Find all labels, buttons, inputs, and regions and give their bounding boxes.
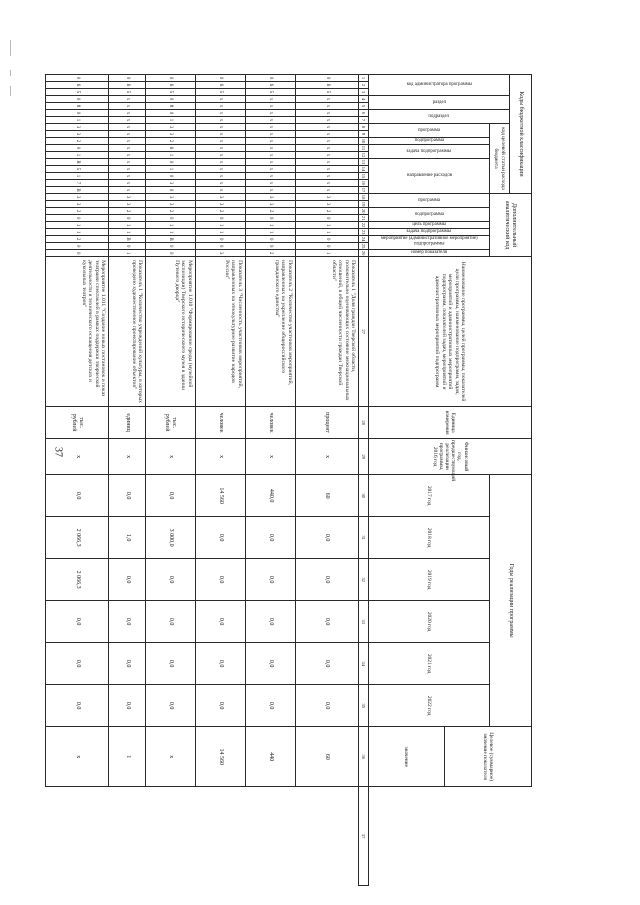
base-year-cell: x	[295, 439, 358, 475]
year-value-cell: 2 066,3	[46, 559, 109, 601]
code-cell: 0	[245, 75, 295, 82]
code-cell: x	[195, 180, 245, 187]
year-value-cell: 0,0	[195, 685, 245, 727]
column-number: 26	[359, 250, 369, 257]
code-cell: 0	[145, 215, 195, 222]
code-cell: 6	[145, 145, 195, 152]
base-year-cell: x	[145, 439, 195, 475]
code-cell: x	[295, 110, 358, 117]
code-cell: 5	[195, 89, 245, 96]
column-number: 23	[359, 229, 369, 236]
margin-mark	[10, 70, 11, 76]
code-cell: 0	[145, 187, 195, 194]
column-number: 4	[359, 96, 369, 103]
year-header-2021: 2021 год	[369, 643, 490, 685]
year-value-cell: 440,0	[245, 475, 295, 517]
dop-goal-header: цель программы	[369, 222, 490, 229]
year-header-2022: 2022 год	[369, 685, 490, 727]
year-value-cell: 0,0	[245, 559, 295, 601]
code-cell: 2	[145, 138, 195, 145]
year-value-cell: 0,0	[295, 643, 358, 685]
code-cell: x	[195, 145, 245, 152]
code-cell: 3	[46, 131, 109, 138]
code-cell: 0	[145, 243, 195, 250]
target-value-cell: x	[46, 727, 109, 787]
code-cell: 0	[46, 215, 109, 222]
year-value-cell: 0,0	[195, 559, 245, 601]
code-cell: 3	[195, 201, 245, 208]
code-cell: x	[195, 166, 245, 173]
code-cell: 0	[195, 215, 245, 222]
table-row	[145, 75, 195, 886]
column-number: 19	[359, 201, 369, 208]
code-cell: 0	[195, 243, 245, 250]
code-cell: x	[109, 117, 146, 124]
code-cell: x	[295, 117, 358, 124]
column-number: 17	[359, 187, 369, 194]
code-cell: 2	[295, 208, 358, 215]
code-cell: x	[195, 152, 245, 159]
code-cell: 0	[295, 243, 358, 250]
column-number: 10	[359, 138, 369, 145]
year-value-cell: 0,0	[145, 475, 195, 517]
code-cell: 2	[245, 250, 295, 257]
code-cell: 0	[145, 173, 195, 180]
code-cell: 3	[295, 201, 358, 208]
code-cell: x	[245, 187, 295, 194]
code-cell: 1	[295, 229, 358, 236]
code-cell: 1	[295, 250, 358, 257]
code-cell: 0	[46, 250, 109, 257]
code-cell: 0	[145, 110, 195, 117]
year-value-cell: 0,0	[109, 559, 146, 601]
column-number: 16	[359, 180, 369, 187]
unit-column-header: Единица измерения	[369, 407, 532, 439]
code-cell: x	[109, 124, 146, 131]
column-number: 36	[359, 727, 369, 787]
code-cell: 2	[46, 208, 109, 215]
year-value-cell: 0,0	[46, 685, 109, 727]
code-cell: 6	[109, 82, 146, 89]
column-number: 31	[359, 517, 369, 559]
code-cell: x	[295, 173, 358, 180]
code-cell: 1	[46, 173, 109, 180]
margin-mark	[10, 86, 11, 96]
year-value-cell: 0,0	[295, 517, 358, 559]
year-value-cell: 0,0	[109, 643, 146, 685]
code-cell: 8	[46, 103, 109, 110]
code-cell: x	[195, 124, 245, 131]
code-cell: x	[195, 103, 245, 110]
unit-cell: процент	[295, 407, 358, 439]
code-cell: 6	[245, 82, 295, 89]
year-header-2017: 2017 год	[369, 475, 490, 517]
code-cell: 3	[46, 194, 109, 201]
code-cell: x	[295, 145, 358, 152]
code-cell: x	[195, 96, 245, 103]
dop-program-header: программа	[369, 194, 490, 208]
column-number: 32	[359, 559, 369, 601]
year-value-cell: 0,0	[295, 601, 358, 643]
code-cell: 1	[145, 222, 195, 229]
column-number: 25	[359, 243, 369, 250]
year-value-cell: 0,0	[245, 517, 295, 559]
code-cell: x	[195, 117, 245, 124]
column-number: 24	[359, 236, 369, 243]
code-cell: 0	[46, 75, 109, 82]
code-cell: x	[109, 145, 146, 152]
target-value-cell: 440	[245, 727, 295, 787]
code-cell: x	[109, 138, 146, 145]
table-row	[46, 75, 109, 886]
column-numbers-row	[359, 75, 369, 886]
column-number: 8	[359, 124, 369, 131]
column-number: 3	[359, 89, 369, 96]
code-cell: x	[195, 131, 245, 138]
code-cell: x	[295, 152, 358, 159]
code-cell: 5	[46, 166, 109, 173]
margin-mark	[10, 40, 11, 56]
year-header-2018: 2018 год	[369, 517, 490, 559]
code-cell: x	[245, 166, 295, 173]
code-cell: 1	[245, 229, 295, 236]
column-number: 1	[359, 75, 369, 82]
column-number: 5	[359, 103, 369, 110]
code-cell: 0	[145, 159, 195, 166]
code-cell: x	[109, 96, 146, 103]
table-row	[245, 75, 295, 886]
code-cell: x	[245, 173, 295, 180]
code-cell: 0	[145, 75, 195, 82]
column-number: 12	[359, 152, 369, 159]
year-value-cell: 0,0	[46, 475, 109, 517]
code-cell: 1	[46, 222, 109, 229]
column-number: 34	[359, 643, 369, 685]
target-value-subheader: значение	[369, 727, 445, 787]
code-cell: 0	[295, 75, 358, 82]
column-number: 11	[359, 145, 369, 152]
year-value-cell: 0,0	[195, 517, 245, 559]
code-cell: 3	[46, 201, 109, 208]
year-value-cell: 0,0	[195, 601, 245, 643]
column-number: 21	[359, 215, 369, 222]
years-header: Годы реализации программы	[490, 475, 532, 727]
table-row	[109, 75, 146, 886]
code-cell: x	[109, 159, 146, 166]
code-cell: x	[295, 159, 358, 166]
unit-cell: единиц	[109, 407, 146, 439]
unit-cell: человек	[195, 407, 245, 439]
indicator-name: Показатель 1 "Доля граждан Тверской области, положительно оценивающих состояние межнациональных отношений, в общей численности граждан Тверской области"	[295, 257, 358, 407]
code-cell: 6	[295, 82, 358, 89]
base-year-column-header: Финансовый год, предшествующий реализации программы, 2016 год	[369, 439, 532, 475]
code-cell: 1	[145, 117, 195, 124]
code-cell: x	[295, 138, 358, 145]
code-cell: x	[195, 159, 245, 166]
year-value-cell: 0,0	[195, 643, 245, 685]
year-value-cell: 2 066,3	[46, 517, 109, 559]
code-cell: 0	[46, 110, 109, 117]
indicator-name: Показатель 1 "Количество учреждений культуры, в которых проведено художественное проектирование объектов"	[109, 257, 146, 407]
column-number: 30	[359, 475, 369, 517]
kbk-program-header: программа	[369, 124, 490, 138]
dop-subprogram-header: подпрограмма	[369, 208, 490, 222]
year-header-2019: 2019 год	[369, 559, 490, 601]
code-cell: R	[46, 159, 109, 166]
program-indicators-table	[45, 74, 532, 886]
code-cell: x	[245, 152, 295, 159]
year-value-cell: 0,0	[145, 601, 195, 643]
column-number: 22	[359, 222, 369, 229]
indicator-name: Показатель 3 "Численность участников мероприятий, направленных на этнокультурное развитие народов России"	[195, 257, 245, 407]
code-cell: 0	[109, 215, 146, 222]
code-cell: 5	[145, 89, 195, 96]
code-cell: 3	[145, 124, 195, 131]
code-cell: x	[295, 96, 358, 103]
code-cell: 3	[195, 194, 245, 201]
code-cell: В	[46, 187, 109, 194]
dop-indicator-number-header: номер показателя	[369, 250, 490, 257]
column-number: 37	[359, 787, 369, 886]
code-cell: x	[195, 110, 245, 117]
razdel-header: раздел	[369, 96, 510, 110]
page-number: 37	[52, 447, 64, 457]
target-column-header: Целевое (суммарное) значение показателя	[444, 727, 531, 787]
code-cell: 1	[145, 166, 195, 173]
year-value-cell: 60	[295, 475, 358, 517]
code-cell: 3	[245, 194, 295, 201]
code-cell: 1	[46, 117, 109, 124]
code-cell: 3	[145, 194, 195, 201]
code-cell: x	[245, 145, 295, 152]
code-cell: 0	[145, 96, 195, 103]
base-year-cell: x	[109, 439, 146, 475]
code-cell: 3	[145, 201, 195, 208]
kbk-header: Коды бюджетной классификации	[510, 75, 532, 194]
code-cell: x	[295, 166, 358, 173]
name-column-header: Наименование программы, целей программы, показателей цели программы, наименование подпрограмм, задач, мероприятий и административных мероприятий подпрограмм, показателей задач, мероприятий и административных мероприятий подпрограмм	[369, 257, 532, 407]
code-cell: 1	[145, 229, 195, 236]
table-body	[46, 75, 359, 886]
code-cell: x	[245, 131, 295, 138]
code-cell: x	[245, 110, 295, 117]
column-number: 28	[359, 407, 369, 439]
code-cell: 0	[195, 236, 245, 243]
base-year-cell: x	[245, 439, 295, 475]
code-cell: 0	[245, 236, 295, 243]
code-cell: 2	[109, 208, 146, 215]
code-cell: x	[245, 103, 295, 110]
year-value-cell: 0,0	[295, 559, 358, 601]
year-header-2020: 2020 год	[369, 601, 490, 643]
code-cell: x	[195, 138, 245, 145]
code-cell: x	[109, 103, 146, 110]
kbk-task-header: задача подпрограммы	[369, 145, 490, 159]
unit-cell: тыс. рублей	[46, 407, 109, 439]
code-cell: x	[245, 138, 295, 145]
code-cell: x	[295, 131, 358, 138]
kbk-direction-header: направление расходов	[369, 159, 490, 194]
code-cell: 0	[46, 96, 109, 103]
indicator-name: Показатель 2 "Количество участников мероприятий, направленных на укрепление общероссийского гражданского единства"	[245, 257, 295, 407]
column-number: 18	[359, 194, 369, 201]
code-cell: 6	[46, 82, 109, 89]
code-cell: x	[245, 96, 295, 103]
code-cell: 2	[46, 236, 109, 243]
code-cell: 1	[46, 152, 109, 159]
target-value-cell: x	[145, 727, 195, 787]
code-cell: 3	[109, 201, 146, 208]
code-cell: x	[295, 187, 358, 194]
code-cell: x	[109, 166, 146, 173]
year-value-cell: 0,0	[145, 685, 195, 727]
year-value-cell: 0,0	[109, 685, 146, 727]
code-cell: 5	[109, 89, 146, 96]
code-cell: 1	[46, 229, 109, 236]
code-cell: x	[109, 187, 146, 194]
code-cell: 6	[195, 82, 245, 89]
code-cell: 1	[195, 229, 245, 236]
year-value-cell: 0,0	[245, 601, 295, 643]
year-value-cell: 0,0	[145, 643, 195, 685]
year-value-cell: 0,0	[295, 685, 358, 727]
unit-cell: человек	[245, 407, 295, 439]
dop-task-header: задача подпрограммы	[369, 229, 490, 236]
admin-code-header: код администратора программы	[369, 75, 510, 96]
code-cell: 5	[245, 89, 295, 96]
column-number: 33	[359, 601, 369, 643]
base-year-cell: x	[46, 439, 109, 475]
column-number: 20	[359, 208, 369, 215]
code-cell: x	[195, 187, 245, 194]
code-cell: x	[109, 173, 146, 180]
code-cell: x	[109, 180, 146, 187]
target-value-cell: 60	[295, 727, 358, 787]
code-cell: 2	[195, 208, 245, 215]
code-cell: В	[145, 236, 195, 243]
column-number: 2	[359, 82, 369, 89]
year-value-cell: 0,0	[245, 643, 295, 685]
code-cell: 1	[195, 222, 245, 229]
year-value-cell: 0,0	[145, 559, 195, 601]
code-cell: 2	[46, 138, 109, 145]
code-cell: 3	[109, 194, 146, 201]
column-number: 9	[359, 131, 369, 138]
code-cell: x	[109, 152, 146, 159]
code-cell: 2	[245, 208, 295, 215]
code-cell: 2	[145, 208, 195, 215]
year-value-cell: 0,0	[245, 685, 295, 727]
unit-cell: тыс. рублей	[145, 407, 195, 439]
year-value-cell: 0,0	[109, 475, 146, 517]
table-row	[295, 75, 358, 886]
column-number: 29	[359, 439, 369, 475]
dop-event-header: мероприятие (административное мероприятие) подпрограммы	[369, 236, 490, 250]
code-cell: 5	[295, 89, 358, 96]
year-value-cell: 14 560	[195, 475, 245, 517]
target-value-cell: 1	[109, 727, 146, 787]
code-cell: 0	[245, 243, 295, 250]
code-cell: 3	[145, 131, 195, 138]
code-cell: x	[295, 103, 358, 110]
table-container	[71, 74, 532, 886]
code-cell: 3	[145, 180, 195, 187]
table-row	[195, 75, 245, 886]
code-cell: 8	[145, 103, 195, 110]
code-cell: 0	[46, 243, 109, 250]
code-cell: 5	[46, 89, 109, 96]
code-cell: x	[245, 159, 295, 166]
code-cell: 1	[109, 250, 146, 257]
year-value-cell: 0,0	[46, 601, 109, 643]
code-cell: 1	[245, 222, 295, 229]
code-cell: 3	[46, 124, 109, 131]
code-cell: x	[245, 117, 295, 124]
column-number: 14	[359, 166, 369, 173]
code-cell: 1	[109, 229, 146, 236]
podrazdel-header: подраздел	[369, 110, 510, 124]
kbk-subprogram-header: подпрограмма	[369, 138, 490, 145]
column-number: 35	[359, 685, 369, 727]
code-cell: 0	[145, 250, 195, 257]
year-value-cell: 3 000,0	[145, 517, 195, 559]
target-article-header: код целевой статьи расхода бюджета	[490, 124, 510, 194]
code-cell: 0	[245, 215, 295, 222]
column-number: 27	[359, 257, 369, 407]
code-cell: 1	[145, 152, 195, 159]
code-cell: 0	[109, 75, 146, 82]
code-cell: 0	[46, 145, 109, 152]
code-cell: В	[109, 236, 146, 243]
code-cell: x	[295, 124, 358, 131]
indicator-name: Мероприятие 1.011 "Создание новых постановок и показ театрами спектаклей в рамках поддержки творческой деятельности и технического оснащения детских и кукольных театров"	[46, 257, 109, 407]
indicator-name: Мероприятие 1.010 "Формирование среды (музейной экспозиции) Тверского историческоого музея в здании Путевого дворца"	[145, 257, 195, 407]
code-cell: 3	[245, 201, 295, 208]
column-number: 15	[359, 173, 369, 180]
additional-code-header: Дополнительный аналитический код	[490, 194, 532, 257]
code-cell: x	[195, 173, 245, 180]
code-cell: 0	[295, 215, 358, 222]
code-cell: x	[295, 180, 358, 187]
code-cell: x	[245, 124, 295, 131]
code-cell: x	[245, 180, 295, 187]
code-cell: 6	[145, 82, 195, 89]
code-cell: 0	[295, 236, 358, 243]
target-value-cell: 14 560	[195, 727, 245, 787]
base-year-cell: x	[195, 439, 245, 475]
code-cell: 0	[109, 243, 146, 250]
code-cell: 7	[46, 180, 109, 187]
code-cell: x	[109, 110, 146, 117]
code-cell: 1	[109, 222, 146, 229]
code-cell: 3	[195, 250, 245, 257]
year-value-cell: 0,0	[109, 601, 146, 643]
code-cell: 3	[295, 194, 358, 201]
code-cell: x	[109, 131, 146, 138]
code-cell: 0	[195, 75, 245, 82]
code-cell: 1	[295, 222, 358, 229]
column-number: 6	[359, 110, 369, 117]
column-number: 13	[359, 159, 369, 166]
year-value-cell: 1,0	[109, 517, 146, 559]
column-number: 7	[359, 117, 369, 124]
year-value-cell: 0,0	[46, 643, 109, 685]
